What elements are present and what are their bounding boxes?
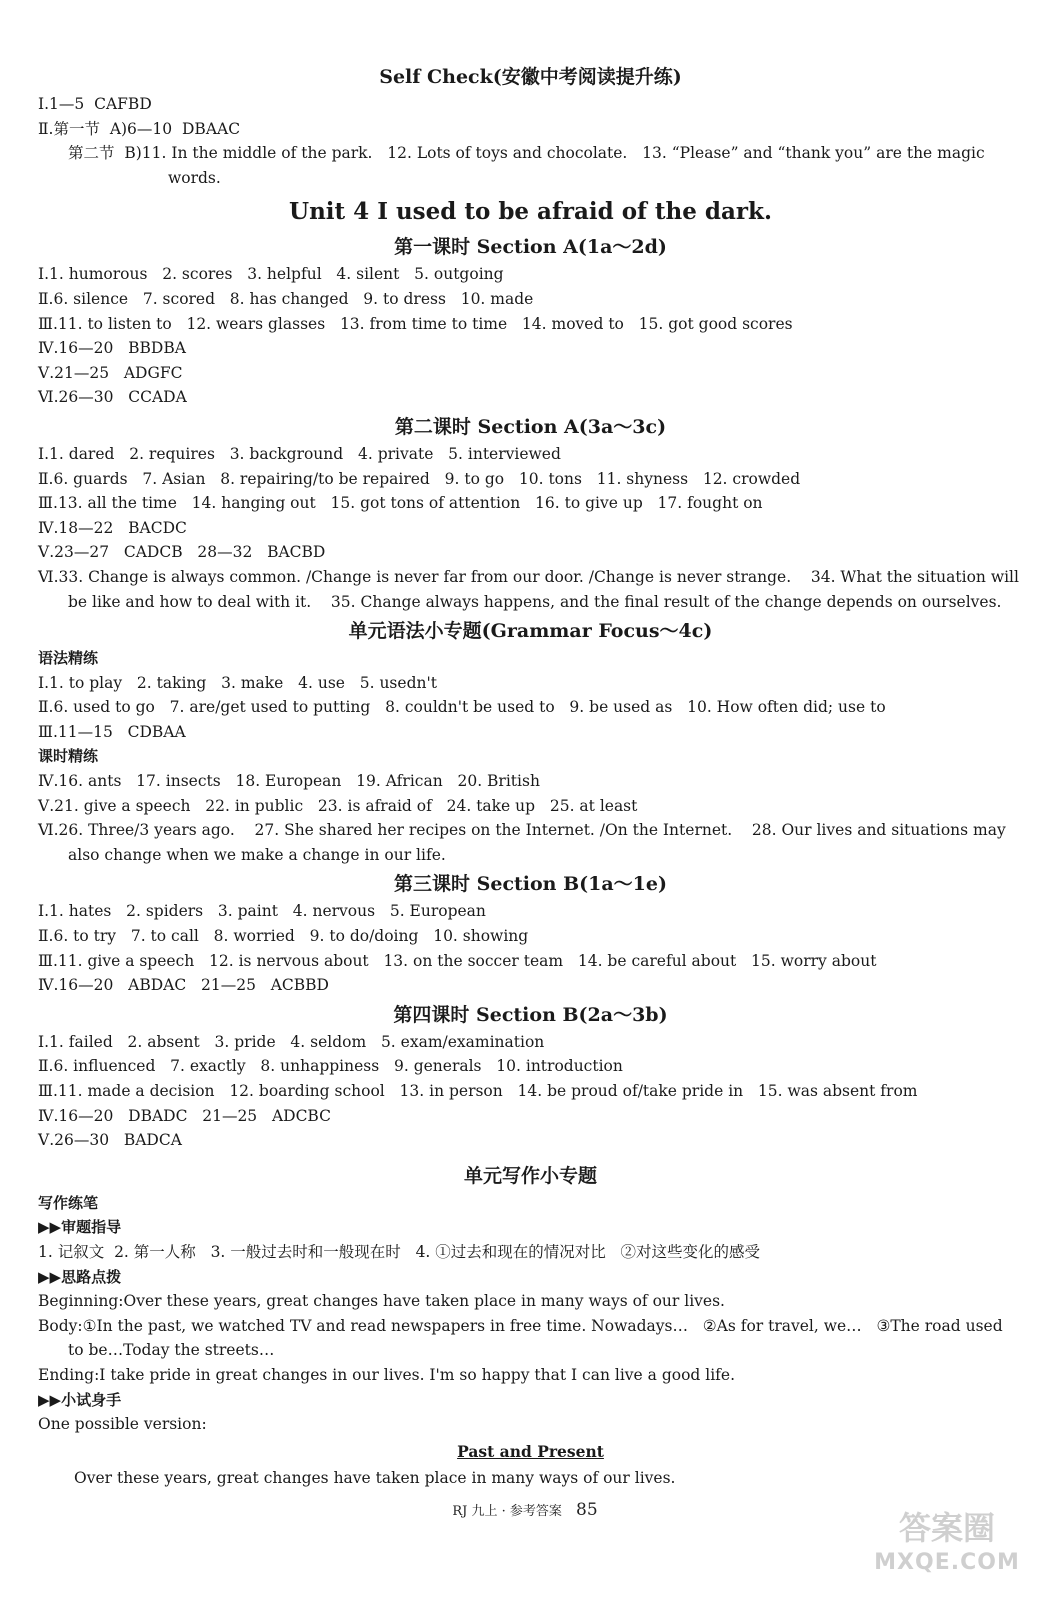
answer-line: Ⅰ.1. dared 2. requires 3. background 4. private 5. interviewed (38, 444, 561, 463)
unit-title: Unit 4 I used to be afraid of the dark. (289, 198, 772, 226)
version-line: One possible version: (38, 1415, 207, 1434)
watermark-logo (862, 1508, 1032, 1588)
answer-line: Ⅳ.18—22 BACDC (38, 518, 187, 537)
ending-line: Ending:I take pride in great changes in our lives. I'm so happy that I can live a good life. (38, 1365, 736, 1384)
lesson-title: 第三课时 Section B(1a～1e) (394, 873, 667, 896)
answer-line: Ⅵ.26—30 CCADA (38, 388, 187, 407)
answer-line: Ⅰ.1. humorous 2. scores 3. helpful 4. silent 5. outgoing (38, 265, 504, 284)
guide-label: ▶▶审题指导 (38, 1218, 122, 1237)
answer-line: Ⅴ.21—25 ADGFC (38, 363, 183, 382)
answer-line: Ⅲ.11. made a decision 12. boarding school 13. in person 14. be proud of/take pride in 15. was absent from (38, 1082, 918, 1100)
grammar-title: 单元语法小专题(Grammar Focus～4c) (348, 620, 713, 643)
self-check-title: Self Check(安徽中考阅读提升练) (379, 66, 682, 88)
subsection-label: 写作练笔 (38, 1193, 99, 1212)
answer-line: Ⅲ.11. to listen to 12. wears glasses 13. from time to time 14. moved to 15. got good scores (38, 314, 793, 333)
lesson-title: 第四课时 Section B(2a～3b) (393, 1003, 668, 1026)
watermark-bottom: MXQE.COM (874, 1550, 1020, 1575)
idea-label: ▶▶思路点拨 (38, 1267, 122, 1286)
answer-line: Ⅱ.第一节 A)6—10 DBAAC (38, 119, 241, 138)
answer-line: Ⅱ.6. guards 7. Asian 8. repairing/to be repaired 9. to go 10. tons 11. shyness 12. crowded (38, 469, 801, 488)
essay-title: Past and Present (457, 1441, 604, 1461)
answer-line: Ⅱ.6. influenced 7. exactly 8. unhappiness 9. generals 10. introduction (38, 1057, 623, 1076)
answer-line: Ⅵ.33. Change is always common. /Change is never far from our door. /Change is never strange. 34. What the situation will be like and how to deal with it. 35. Change always happens, and the final result of the change depends on ourselves. (38, 567, 1024, 611)
lesson-title: 第二课时 Section A(3a～3c) (394, 415, 667, 438)
answer-line: Ⅰ.1. to play 2. taking 3. make 4. use 5. usedn't (38, 673, 437, 692)
watermark-top: 答案圈 (898, 1509, 995, 1547)
answer-line: Ⅳ.16—20 DBADC 21—25 ADCBC (38, 1106, 331, 1125)
answer-line: Ⅱ.6. to try 7. to call 8. worried 9. to do/doing 10. showing (38, 927, 529, 946)
subsection-label: 语法精练 (38, 649, 99, 668)
answer-line: Ⅲ.11—15 CDBAA (38, 722, 186, 741)
answer-line: 第二节 B)11. In the middle of the park. 12. Lots of toys and chocolate. 13. “Please” and “thank you” are the magic words. (68, 144, 990, 187)
answer-line: Ⅱ.6. silence 7. scored 8. has changed 9. to dress 10. made (38, 289, 534, 308)
answer-line: Ⅵ.26. Three/3 years ago. 27. She shared her recipes on the Internet. /On the Internet. 28. Our lives and situations may also change when we make a change in our life. (38, 821, 1011, 864)
essay-line: Over these years, great changes have taken place in many ways of our lives. (74, 1468, 676, 1487)
page-number: 85 (576, 1500, 598, 1520)
writing-title: 单元写作小专题 (463, 1164, 597, 1187)
answer-line: Ⅲ.13. all the time 14. hanging out 15. got tons of attention 16. to give up 17. fought on (38, 494, 763, 513)
answer-line: Ⅰ.1—5 CAFBD (38, 95, 152, 113)
answer-page (38, 62, 1023, 1491)
try-label: ▶▶小试身手 (38, 1390, 122, 1409)
lesson-title: 第一课时 Section A(1a～2d) (394, 236, 667, 259)
beginning-line: Beginning:Over these years, great changes have taken place in many ways of our lives. (38, 1292, 725, 1311)
subsection-label: 课时精练 (38, 747, 99, 766)
answer-line: Ⅰ.1. failed 2. absent 3. pride 4. seldom 5. exam/examination (38, 1032, 545, 1051)
answer-line: Ⅲ.11. give a speech 12. is nervous about 13. on the soccer team 14. be careful about 15. worry about (38, 951, 877, 970)
answer-line: Ⅴ.26—30 BADCA (38, 1131, 182, 1150)
answer-line: Ⅳ.16. ants 17. insects 18. European 19. African 20. British (38, 772, 540, 791)
body-line: Body:①In the past, we watched TV and read newspapers in free time. Nowadays… ②As for travel, we… ③The road used to be…Today the streets… (38, 1316, 1008, 1360)
answer-line: Ⅱ.6. used to go 7. are/get used to putting 8. couldn't be used to 9. be used as 10. How often did; use to (38, 698, 886, 717)
answer-line: Ⅴ.23—27 CADCB 28—32 BACBD (38, 543, 326, 562)
footer-text: RJ 九上 · 参考答案 (452, 1504, 562, 1519)
answer-line: Ⅰ.1. hates 2. spiders 3. paint 4. nervous 5. European (38, 902, 486, 921)
answer-line: Ⅳ.16—20 ABDAC 21—25 ACBBD (38, 976, 329, 995)
guide-line: 1. 记叙文 2. 第一人称 3. 一般过去时和一般现在时 4. ①过去和现在的情况对比 ②对这些变化的感受 (38, 1242, 761, 1261)
answer-line: Ⅳ.16—20 BBDBA (38, 339, 186, 358)
answer-line: Ⅴ.21. give a speech 22. in public 23. is afraid of 24. take up 25. at least (38, 796, 638, 815)
